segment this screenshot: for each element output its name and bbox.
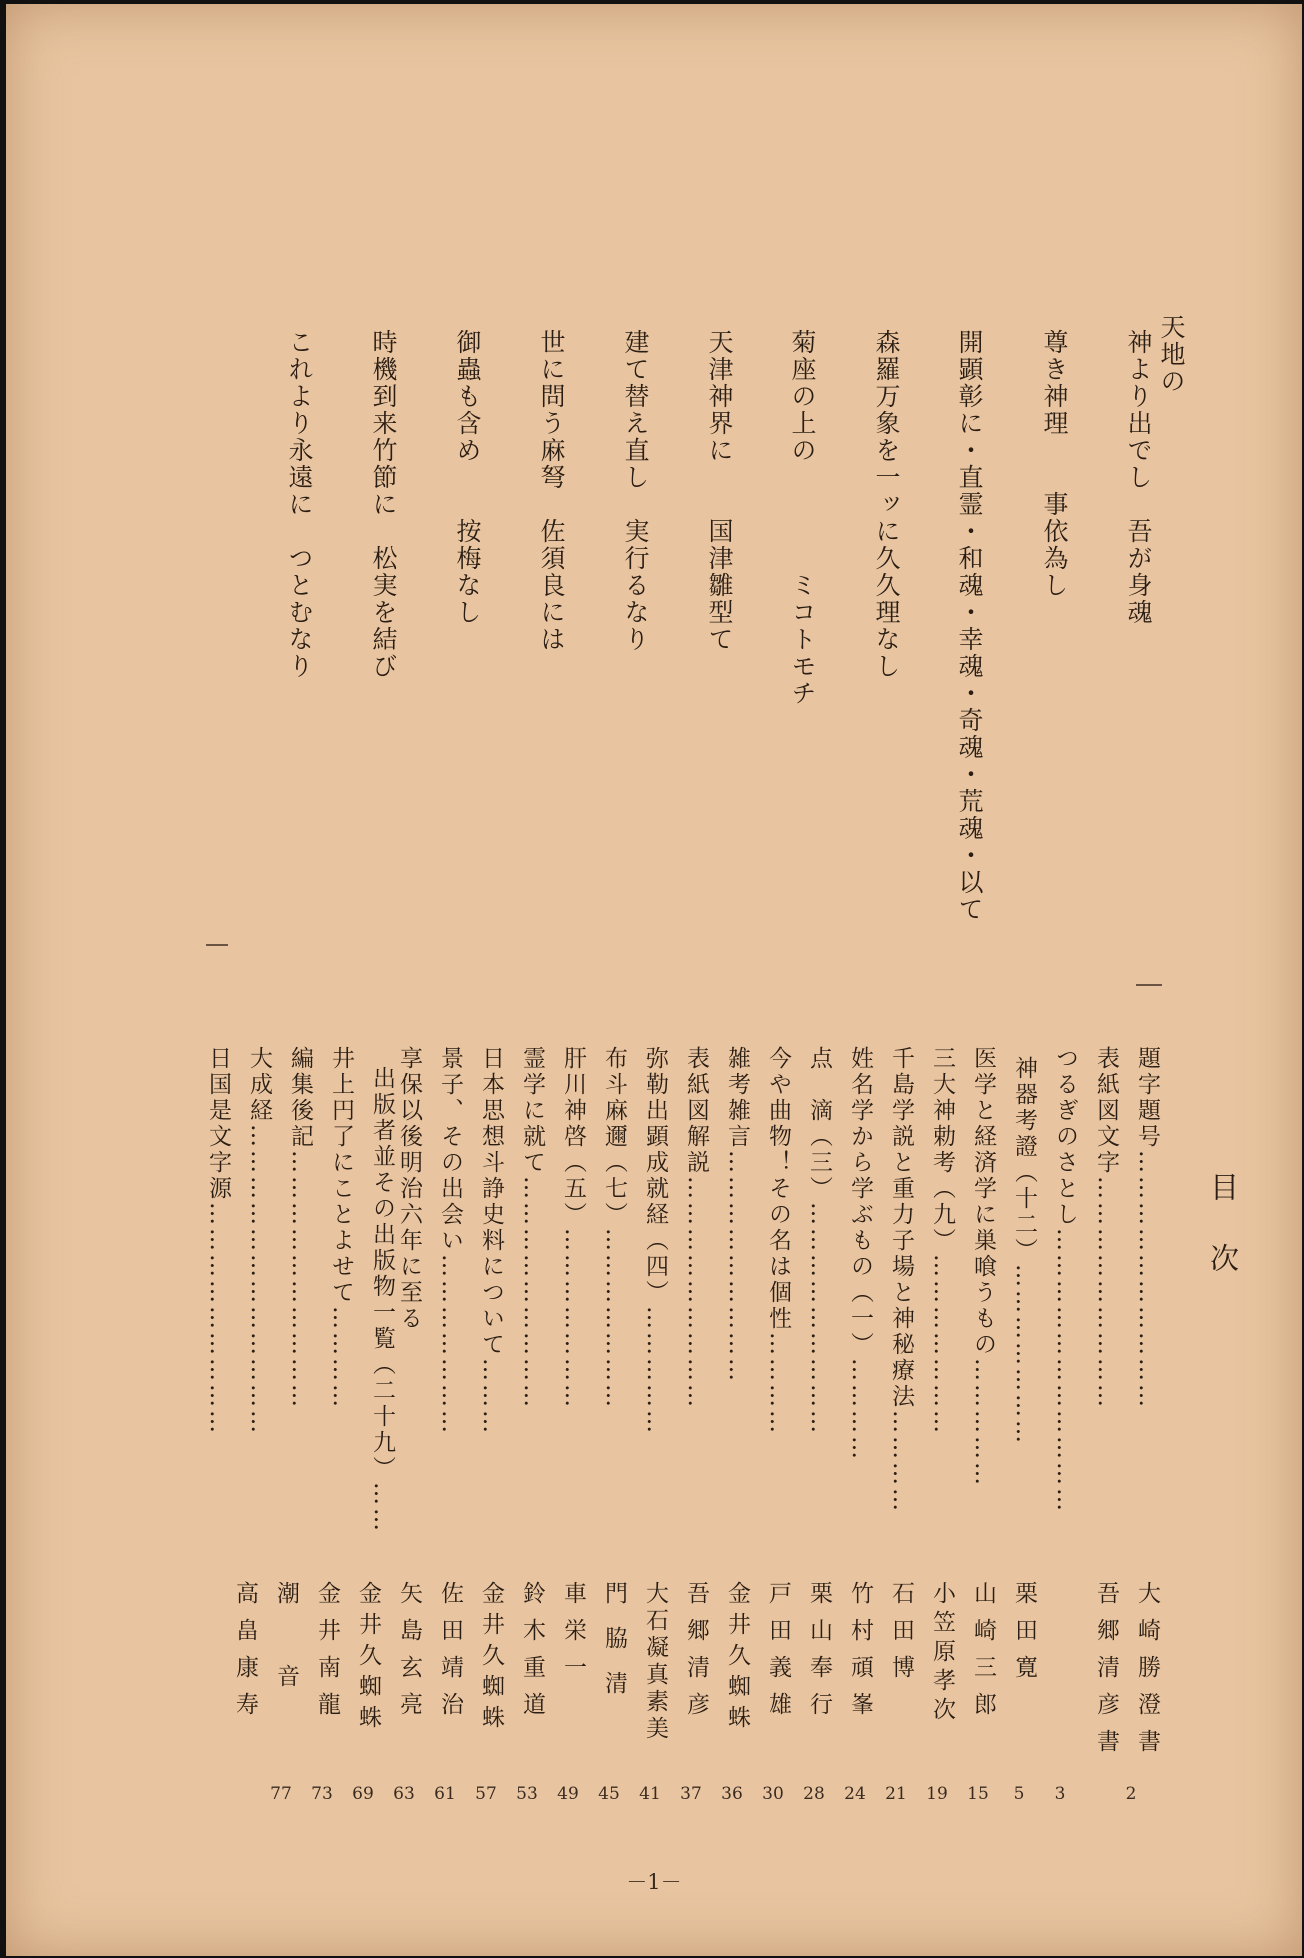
toc-author: 吾郷清彦 — [683, 1581, 709, 1729]
toc-page-number: 28 — [803, 1784, 825, 1804]
toc-author: 佐田靖治 — [437, 1581, 463, 1729]
toc-title: 姓名学から学ぶもの（一）………… — [847, 1046, 873, 1462]
toc-author: 山崎三郎 — [970, 1581, 996, 1729]
toc-author: 栗山奉行 — [806, 1581, 832, 1729]
toc-author: 小笠原孝次 — [929, 1581, 955, 1726]
toc-page-number: 57 — [475, 1784, 497, 1804]
toc-title: つるぎのさとし…………………………… — [1052, 1046, 1078, 1514]
toc-page-number: 49 — [557, 1784, 579, 1804]
toc-page-number: 73 — [311, 1784, 333, 1804]
toc-author: 潮音 — [273, 1581, 299, 1747]
toc-author: 金井久蜘蛛 — [478, 1581, 504, 1736]
toc-page-number: 30 — [762, 1784, 784, 1804]
toc-title: 三大神勅考（九）………………… — [929, 1046, 955, 1436]
toc-title: 今や曲物！その名は個性………… — [765, 1046, 791, 1436]
poem-line-7: 天津神界に 国津雛型て — [705, 329, 734, 653]
toc-page-number: 2 — [1125, 1784, 1137, 1804]
toc-title: 点 滴（三）……………………… — [806, 1046, 832, 1436]
toc-page-number: 53 — [516, 1784, 538, 1804]
toc-title: 表紙図文字……………………… — [1093, 1046, 1119, 1410]
margin-mark — [1136, 984, 1162, 986]
toc-title: 神器考證（十二）………………… — [1011, 1056, 1037, 1446]
toc-author: 金井久蜘蛛 — [724, 1581, 750, 1736]
toc-author: 矢島玄亮 — [396, 1581, 422, 1729]
toc-author: 石田博 — [888, 1581, 914, 1692]
toc-author: 門脇清 — [601, 1581, 627, 1716]
toc-title: 霊学に就て……………………… — [519, 1046, 545, 1410]
poem-line-5: 森羅万象を一ッに久久理なし — [872, 329, 901, 680]
poem-line-6: 菊座の上の ミコトモチ — [788, 329, 817, 707]
toc-page-number: 63 — [393, 1784, 415, 1804]
document-page — [6, 4, 1302, 1956]
toc-title: 編集後記………………………… — [287, 1046, 313, 1410]
toc-page-number: 36 — [721, 1784, 743, 1804]
toc-author: 金井南龍 — [314, 1581, 340, 1729]
poem-line-3: 尊き神理 事依為し — [1040, 329, 1069, 599]
poem-line-4: 開顕彰に・直霊・和魂・幸魂・奇魂・荒魂・以て — [955, 329, 984, 923]
toc-author: 車栄一 — [560, 1581, 586, 1692]
toc-title: 千島学説と重力子場と神秘療法………… — [888, 1046, 914, 1514]
toc-page-number: 24 — [844, 1784, 866, 1804]
margin-mark — [206, 944, 228, 946]
toc-author: 吾郷清彦書 — [1093, 1581, 1119, 1766]
toc-title: 医学と経済学に巣喰うもの…………… — [970, 1046, 996, 1488]
toc-page-number: 5 — [1013, 1784, 1025, 1804]
poem-line-1: 天地の — [1157, 314, 1186, 395]
toc-title: 弥勒出顕成就経（四）…………… — [642, 1046, 668, 1436]
toc-author: 竹村頑峯 — [847, 1581, 873, 1729]
toc-page-number: 69 — [352, 1784, 374, 1804]
toc-author: 高畠康寿 — [232, 1581, 258, 1729]
toc-title: 景子、その出会い………………… — [437, 1046, 463, 1436]
toc-title: 大成経……………………………… — [246, 1046, 272, 1436]
toc-author: 金井久蜘蛛 — [355, 1581, 381, 1736]
poem-line-12: これより永遠に つとむなり — [285, 329, 314, 680]
page-number: －1－ — [626, 1870, 682, 1894]
toc-title: 享保以後明治六年に至る — [396, 1046, 422, 1332]
toc-page-number: 41 — [639, 1784, 661, 1804]
toc-title: 日国是文字源……………………… — [205, 1046, 231, 1436]
poem-line-8: 建て替え直し 実行るなり — [621, 329, 650, 653]
toc-page-number: 37 — [680, 1784, 702, 1804]
toc-title: 日本思想斗諍史料について……… — [478, 1046, 504, 1436]
toc-author: 大崎勝澄書 — [1134, 1581, 1160, 1766]
toc-author: 栗田寛 — [1011, 1581, 1037, 1692]
toc-title: 題字題号………………………… — [1134, 1046, 1160, 1410]
toc-author: 戸田義雄 — [765, 1581, 791, 1729]
toc-page-number: 15 — [967, 1784, 989, 1804]
toc-title: 肝川神啓（五）………………… — [560, 1046, 586, 1410]
toc-page-number: 21 — [885, 1784, 907, 1804]
poem-line-9: 世に問う麻弩 佐須良には — [537, 329, 566, 653]
contents-heading: 目次 — [1206, 1172, 1240, 1314]
toc-title: 井上円了にことよせて………… — [328, 1046, 354, 1410]
toc-title: 出版者並その出版物一覧（二十九）…… — [369, 1066, 395, 1534]
toc-author: 鈴木重道 — [519, 1581, 545, 1729]
toc-page-number: 19 — [926, 1784, 948, 1804]
toc-page-number: 45 — [598, 1784, 620, 1804]
poem-line-11: 時機到来竹節に 松実を結び — [369, 329, 398, 680]
toc-author: 大石凝真素美 — [642, 1581, 668, 1743]
poem-line-10: 御蟲も含め 按梅なし — [453, 329, 482, 626]
toc-title: 雑考雑言……………………… — [724, 1046, 750, 1384]
toc-title: 布斗麻邇（七）………………… — [601, 1046, 627, 1410]
toc-page-number: 77 — [270, 1784, 292, 1804]
poem-line-2: 神より出でし 吾が身魂 — [1124, 329, 1153, 626]
toc-title: 表紙図解説……………………… — [683, 1046, 709, 1410]
toc-page-number: 3 — [1054, 1784, 1066, 1804]
toc-page-number: 61 — [434, 1784, 456, 1804]
